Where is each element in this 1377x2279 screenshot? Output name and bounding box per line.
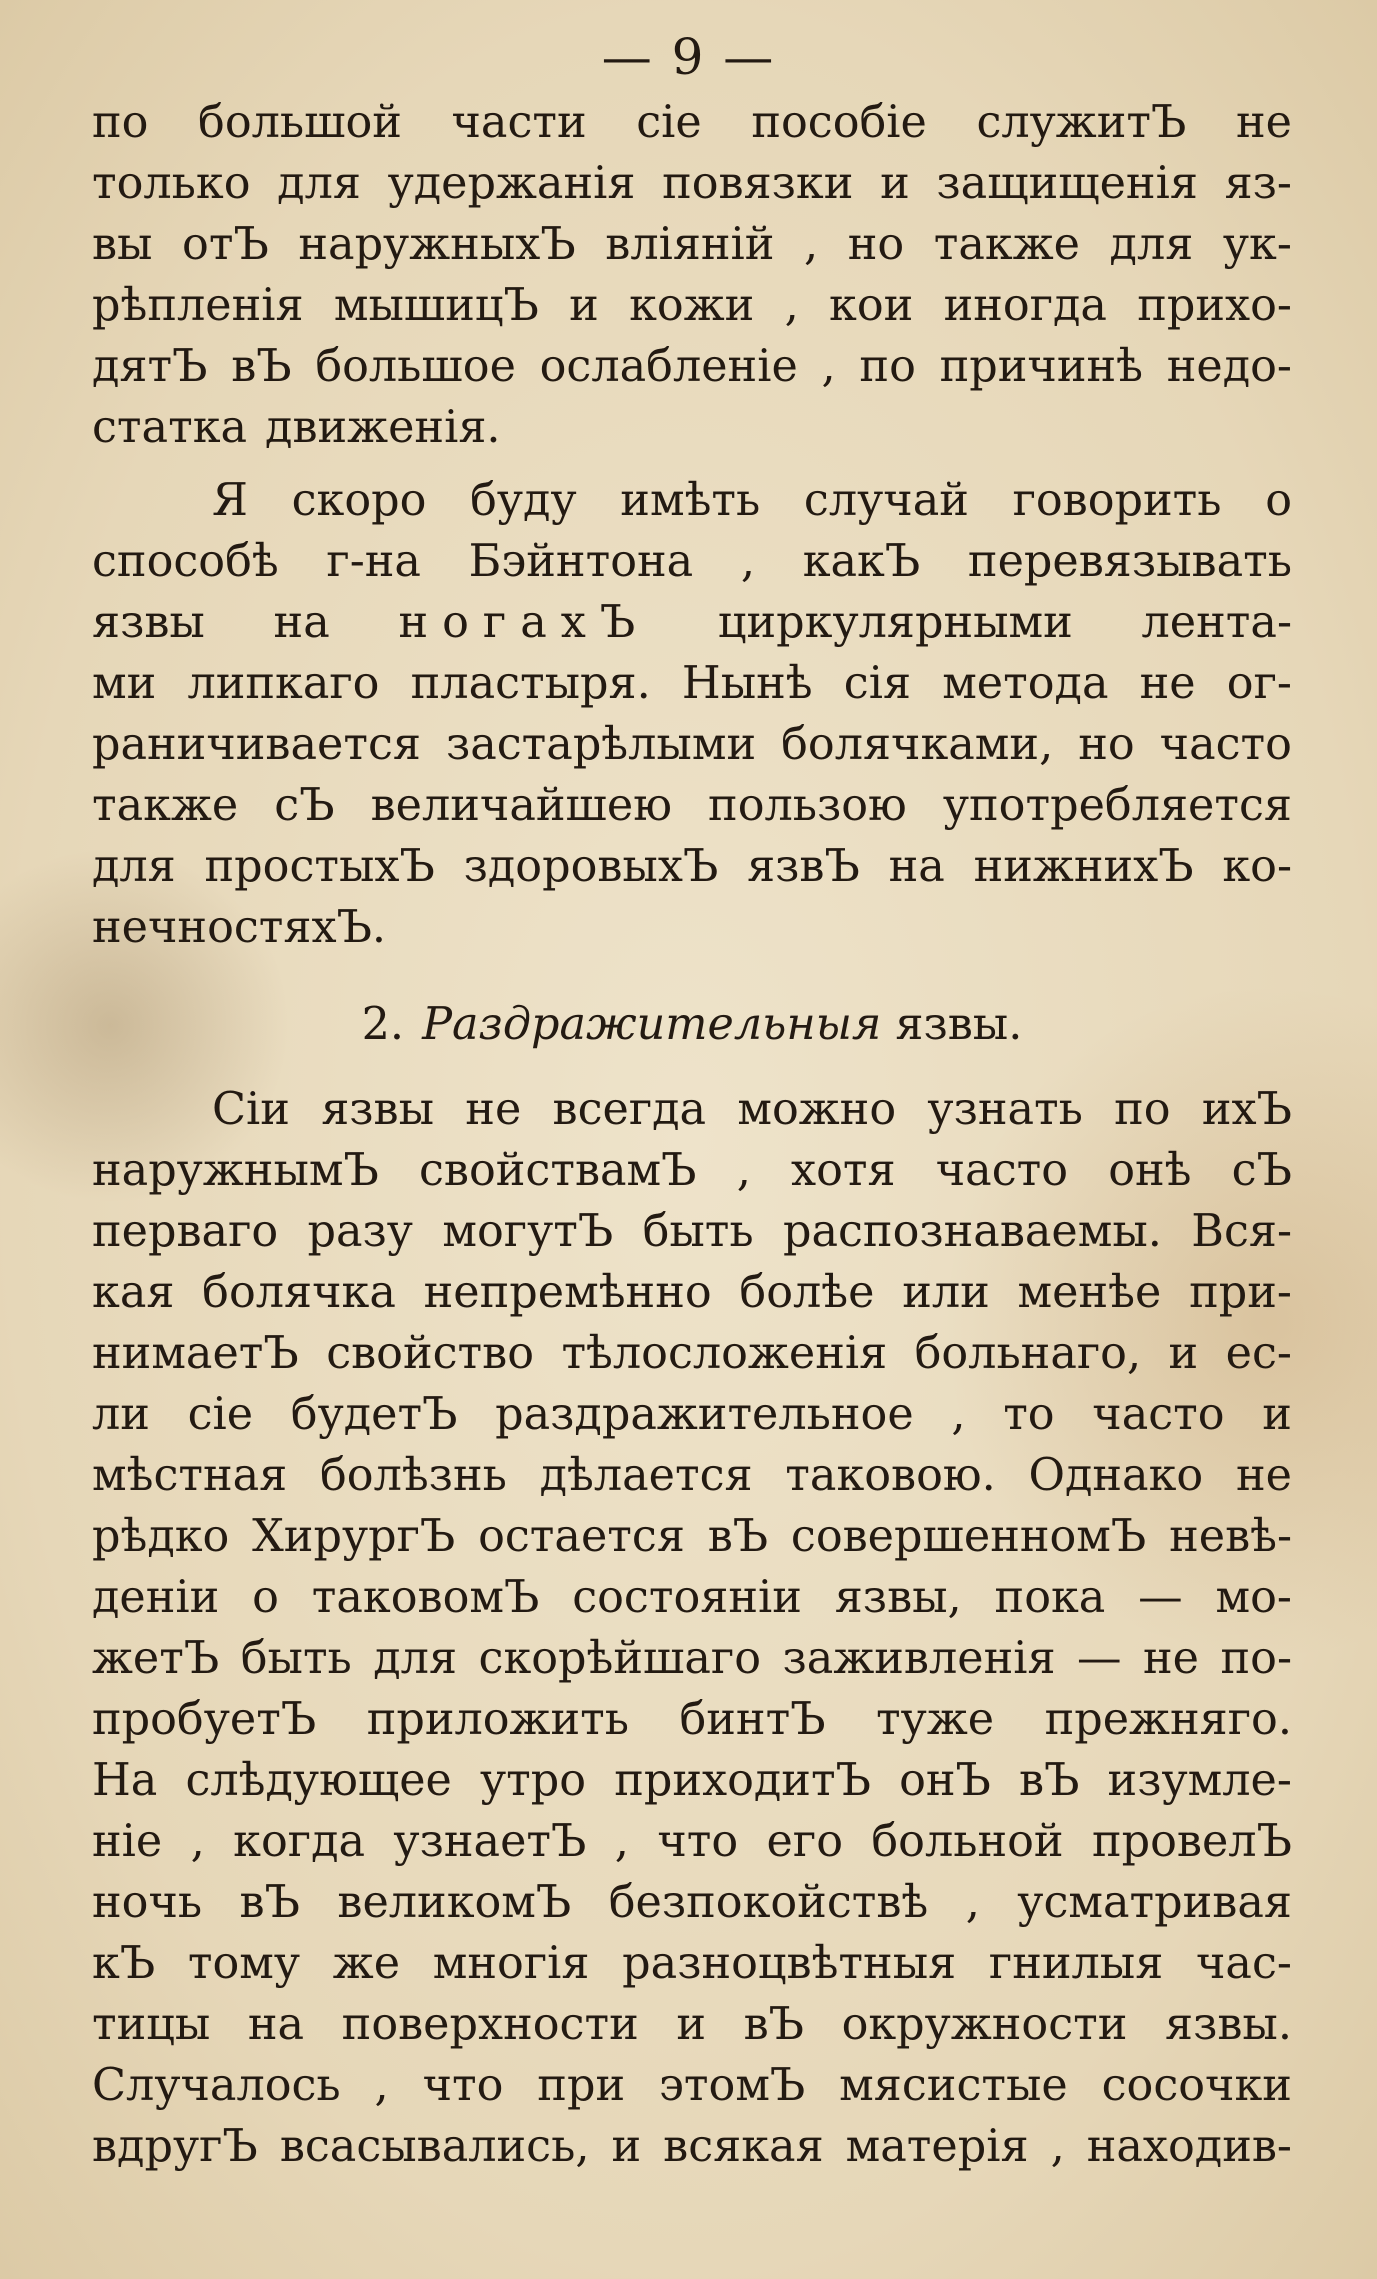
text-line — [92, 531, 1292, 592]
word: больнаго, — [914, 1328, 1142, 1379]
word: наружнымЪ — [92, 1145, 379, 1196]
word: можно — [737, 1084, 897, 1135]
word: перевязывать — [967, 536, 1292, 587]
word: удержанія — [387, 158, 636, 209]
section-heading — [92, 994, 1292, 1055]
word: , — [1050, 2121, 1065, 2172]
word: иногда — [943, 280, 1107, 331]
word: нижнихЪ — [973, 841, 1194, 892]
word: ми — [92, 658, 157, 709]
word: таковомЪ — [311, 1572, 540, 1623]
word: болячками, — [781, 719, 1054, 770]
word: сосочки — [1101, 2060, 1292, 2111]
word: мо- — [1215, 1572, 1292, 1623]
word: часто — [1092, 1389, 1225, 1440]
word: распознаваемы. — [782, 1206, 1162, 1257]
word: буду — [470, 475, 577, 526]
section-title-italic: Раздражительныя — [422, 999, 882, 1050]
word: слѣдующее — [185, 1755, 452, 1806]
word: кая — [92, 1267, 175, 1318]
word: нечностяхЪ. — [92, 902, 387, 953]
word: туже — [876, 1694, 995, 1745]
word: час- — [1196, 1938, 1292, 1989]
word: липкаго — [187, 658, 380, 709]
word: по — [1114, 1084, 1171, 1135]
word: вліяній — [605, 219, 775, 270]
word: раздражительное — [495, 1389, 914, 1440]
word: состояніи — [572, 1572, 802, 1623]
word: , — [951, 1389, 966, 1440]
word: перваго — [92, 1206, 279, 1257]
word: разноцвѣтныя — [622, 1938, 957, 1989]
word: узнаетЪ — [393, 1816, 587, 1867]
text-line — [92, 397, 1292, 458]
text-line — [92, 1750, 1292, 1811]
word: узнать — [927, 1084, 1083, 1135]
word: сія — [843, 658, 912, 709]
word: безпокойствѣ — [608, 1877, 929, 1928]
text-line — [92, 1994, 1292, 2055]
word: простыхЪ — [204, 841, 435, 892]
word: о — [252, 1572, 279, 1623]
word: причинѣ — [939, 341, 1143, 392]
word: ли — [92, 1389, 150, 1440]
word: усматривая — [1017, 1877, 1292, 1928]
word: Вся- — [1191, 1206, 1292, 1257]
word: заживленія — [782, 1633, 1056, 1684]
word: язвы — [321, 1084, 435, 1135]
word: онѣ — [1108, 1145, 1192, 1196]
word: употребляется — [942, 780, 1292, 831]
word: вы — [92, 219, 153, 270]
word: не — [1235, 97, 1292, 148]
word: пока — [994, 1572, 1106, 1623]
text-line — [92, 653, 1292, 714]
text-line — [92, 897, 1292, 958]
word: ог- — [1226, 658, 1292, 709]
word: ук- — [1222, 219, 1292, 270]
word: яз- — [1224, 158, 1292, 209]
word: мѣстная — [92, 1450, 288, 1501]
word: рѣдко — [92, 1511, 230, 1562]
word: болѣе — [739, 1267, 875, 1318]
word: прежняго. — [1044, 1694, 1292, 1745]
word: застарѣлыми — [445, 719, 757, 770]
word: ХирургЪ — [252, 1511, 456, 1562]
word: говорить — [1012, 475, 1222, 526]
word: приложить — [366, 1694, 629, 1745]
word: всегда — [552, 1084, 707, 1135]
text-line — [92, 2116, 1292, 2177]
word: пластыря. — [410, 658, 651, 709]
word: Случалось — [92, 2060, 341, 2111]
word: служитЪ — [976, 97, 1187, 148]
word: и — [1168, 1328, 1199, 1379]
word: сЪ — [1231, 1145, 1292, 1196]
word: на — [888, 841, 945, 892]
word: ихЪ — [1201, 1084, 1292, 1135]
word: свойство — [326, 1328, 535, 1379]
word: нимаетЪ — [92, 1328, 299, 1379]
word: для — [1109, 219, 1194, 270]
word: способѣ — [92, 536, 279, 587]
word: многія — [432, 1938, 590, 1989]
word: утро — [480, 1755, 587, 1806]
word: , — [736, 1145, 751, 1196]
word: также — [933, 219, 1080, 270]
word: или — [902, 1267, 990, 1318]
word: На — [92, 1755, 158, 1806]
word: повязки — [662, 158, 854, 209]
text-line — [92, 2055, 1292, 2116]
word: больной — [871, 1816, 1064, 1867]
word: для — [92, 841, 176, 892]
word: прихо- — [1137, 280, 1292, 331]
word: хотя — [791, 1145, 896, 1196]
word: могутЪ — [442, 1206, 614, 1257]
word: вЪ — [743, 1999, 804, 2050]
word: части — [451, 97, 587, 148]
word: не — [1143, 1633, 1200, 1684]
word: недо- — [1166, 341, 1292, 392]
word: сіе — [636, 97, 702, 148]
word: матерія — [845, 2121, 1029, 2172]
word: часто — [1159, 719, 1292, 770]
word: пользою — [708, 780, 907, 831]
text-line — [92, 1933, 1292, 1994]
word: здоровыхЪ — [463, 841, 719, 892]
section-number: 2. — [361, 999, 405, 1050]
word: только — [92, 158, 251, 209]
text-line — [92, 1689, 1292, 1750]
word: метода — [942, 658, 1109, 709]
word: , — [804, 219, 819, 270]
word: язвы, — [834, 1572, 962, 1623]
text-line — [92, 336, 1292, 397]
word: не — [1235, 1450, 1292, 1501]
word: вЪ — [707, 1511, 769, 1562]
paragraph-gap — [92, 458, 1292, 470]
text-line — [92, 1079, 1292, 1140]
word: большой — [198, 97, 402, 148]
word: сЪ — [274, 780, 335, 831]
word: при — [537, 2060, 626, 2111]
word: болѣзнь — [320, 1450, 507, 1501]
word: статка — [92, 402, 248, 453]
word: , — [374, 2060, 389, 2111]
text-line — [92, 153, 1292, 214]
word: менѣе — [1017, 1267, 1162, 1318]
text-line — [92, 1201, 1292, 1262]
word: приходитЪ — [614, 1755, 871, 1806]
text-line — [92, 1262, 1292, 1323]
word: отЪ — [182, 219, 269, 270]
word: тому — [187, 1938, 301, 1989]
text-line — [92, 1445, 1292, 1506]
word: его — [766, 1816, 843, 1867]
word: скорѣйшаго — [478, 1633, 762, 1684]
word: онЪ — [899, 1755, 991, 1806]
word: деніи — [92, 1572, 220, 1623]
word: быть — [240, 1633, 352, 1684]
word: защищенія — [936, 158, 1198, 209]
word: о — [1265, 475, 1292, 526]
word: пособіе — [751, 97, 927, 148]
word: остается — [478, 1511, 685, 1562]
word: непремѣнно — [423, 1267, 712, 1318]
word: дятЪ — [92, 341, 208, 392]
text-line — [92, 1323, 1292, 1384]
word: часто — [935, 1145, 1069, 1196]
word: ніе — [92, 1816, 163, 1867]
word: ко- — [1222, 841, 1292, 892]
word: то — [1003, 1389, 1055, 1440]
word: всякая — [663, 2121, 824, 2172]
word: таковою. — [785, 1450, 996, 1501]
word: скоро — [291, 475, 427, 526]
word: вдругЪ — [92, 2121, 258, 2172]
word: на — [247, 1999, 305, 2050]
word: вЪ — [1019, 1755, 1080, 1806]
word: но — [847, 219, 905, 270]
word: Бэйнтона — [468, 536, 694, 587]
text-line — [92, 592, 1292, 653]
word: лента- — [1141, 597, 1292, 648]
word: кЪ — [92, 1938, 156, 1989]
page-number: — 9 — — [601, 28, 776, 86]
word: имѣть — [620, 475, 761, 526]
word: ослабленіе — [539, 341, 798, 392]
word: болячка — [202, 1267, 396, 1318]
word: пробуетЪ — [92, 1694, 317, 1745]
word: что — [422, 2060, 504, 2111]
word: будетЪ — [290, 1389, 458, 1440]
word: изумле- — [1107, 1755, 1292, 1806]
word: по — [92, 97, 149, 148]
word: Я — [212, 475, 248, 526]
section-gap — [92, 1055, 1292, 1079]
word: находив- — [1086, 2121, 1292, 2172]
word: циркулярными — [717, 597, 1073, 648]
word: случай — [803, 475, 969, 526]
word: но — [1078, 719, 1135, 770]
word: Нынѣ — [681, 658, 813, 709]
text-line — [92, 1872, 1292, 1933]
word: и — [880, 158, 910, 209]
word: , — [965, 1877, 980, 1928]
word: — — [1138, 1572, 1183, 1623]
word: движенія. — [265, 402, 501, 453]
section-gap — [92, 958, 1292, 994]
word: поверхности — [341, 1999, 639, 2050]
word: этомЪ — [658, 2060, 806, 2111]
word: , — [821, 341, 836, 392]
word: г-на — [326, 536, 421, 587]
text-line — [92, 1811, 1292, 1872]
word: всасывались, — [279, 2121, 590, 2172]
text-line — [92, 714, 1292, 775]
word: тѣлосложенія — [561, 1328, 888, 1379]
paragraph-3 — [92, 1079, 1292, 2177]
word: наружныхЪ — [298, 219, 576, 270]
text-line — [92, 275, 1292, 336]
word: и — [1262, 1389, 1292, 1440]
word: на — [273, 597, 330, 648]
text-line — [92, 1140, 1292, 1201]
word: язвы. — [1165, 1999, 1292, 2050]
text-line — [92, 470, 1292, 531]
word: большое — [315, 341, 516, 392]
word: кожи — [629, 280, 755, 331]
word: свойствамЪ — [419, 1145, 697, 1196]
word: не — [1139, 658, 1196, 709]
word: по — [859, 341, 916, 392]
paragraph-1 — [92, 92, 1292, 458]
text-line — [92, 92, 1292, 153]
text-line — [92, 775, 1292, 836]
word: мясистые — [839, 2060, 1068, 2111]
word: быть — [642, 1206, 754, 1257]
word: какЪ — [802, 536, 921, 587]
word: ночь — [92, 1877, 203, 1928]
text-line — [92, 1384, 1292, 1445]
text-body — [92, 92, 1292, 2177]
word: тицы — [92, 1999, 211, 2050]
word: сіе — [187, 1389, 254, 1440]
word: великомЪ — [337, 1877, 572, 1928]
word: гнилыя — [988, 1938, 1164, 1989]
word: не — [465, 1084, 522, 1135]
word: по- — [1220, 1633, 1292, 1684]
word: же — [332, 1938, 401, 1989]
word: вЪ — [231, 341, 292, 392]
word: , — [190, 1816, 205, 1867]
word: , — [784, 280, 799, 331]
word: также — [92, 780, 239, 831]
word: бинтЪ — [679, 1694, 826, 1745]
word: дѣлается — [539, 1450, 753, 1501]
word: величайшею — [370, 780, 672, 831]
word: мышицЪ — [333, 280, 539, 331]
word: Сіи — [212, 1084, 290, 1135]
word: , — [740, 536, 756, 587]
word: что — [657, 1816, 739, 1867]
word: вЪ — [239, 1877, 300, 1928]
word: совершенномЪ — [790, 1511, 1147, 1562]
text-line — [92, 214, 1292, 275]
text-line — [92, 836, 1292, 897]
word: окружности — [841, 1999, 1128, 2050]
word: язвы — [92, 597, 205, 648]
word: язвЪ — [747, 841, 860, 892]
word: и — [676, 1999, 706, 2050]
word: провелЪ — [1091, 1816, 1292, 1867]
word: для — [277, 158, 361, 209]
text-line — [92, 1628, 1292, 1689]
word: кои — [829, 280, 914, 331]
word: Однако — [1028, 1450, 1204, 1501]
word: жетЪ — [92, 1633, 220, 1684]
text-line — [92, 1506, 1292, 1567]
text-line — [92, 1567, 1292, 1628]
word: рѣпленія — [92, 280, 304, 331]
word: ес- — [1225, 1328, 1292, 1379]
word: разу — [307, 1206, 413, 1257]
word: раничивается — [92, 719, 421, 770]
word: и — [611, 2121, 642, 2172]
word: и — [569, 280, 599, 331]
word: — — [1077, 1633, 1122, 1684]
word: при- — [1189, 1267, 1292, 1318]
word: , — [614, 1816, 629, 1867]
word: ногахЪ — [398, 597, 650, 648]
paragraph-2 — [92, 470, 1292, 958]
word: когда — [233, 1816, 366, 1867]
section-title-rest: язвы. — [895, 999, 1023, 1050]
word: невѣ- — [1169, 1511, 1292, 1562]
word: для — [373, 1633, 458, 1684]
